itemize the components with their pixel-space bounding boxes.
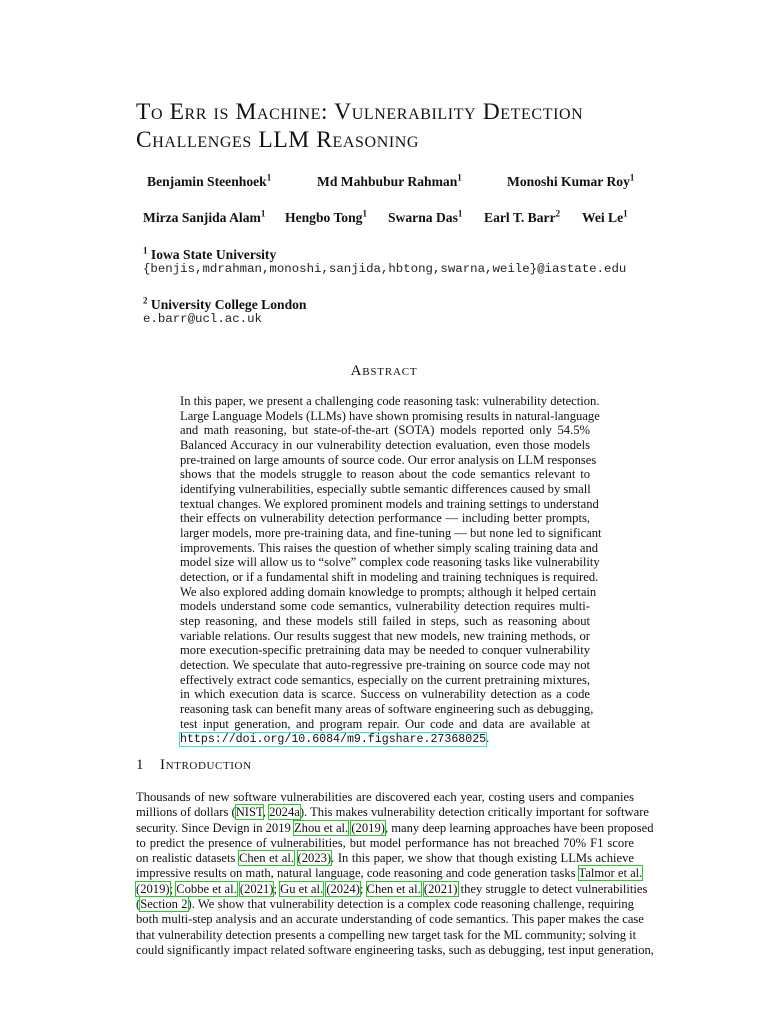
citation-link[interactable]: (2019): [351, 820, 385, 835]
affiliation-1: $^1$ Iowa State University: [143, 245, 277, 262]
abstract-line: pre-trained on large amounts of source code. Our error analysis on LLM responses: [180, 452, 597, 467]
abstract-line: In this paper, we present a challenging code reasoning task: vulnerability detection.: [180, 394, 600, 408]
section-heading: [136, 757, 252, 774]
affiliation-1-email: {benjis,mdrahman,monoshi,sanjida,hbtong,swarna,weile}@iastate.edu: [143, 262, 627, 276]
abstract-line: improvements. This raises the question of whether simply scaling training data and: [180, 540, 599, 555]
abstract-line: shows that the models struggle to reason about the code semantics relevant to: [180, 467, 590, 482]
intro-line: Thousands of new software vulnerabilities are discovered each year, costing users and companies: [136, 790, 634, 804]
abstract-line: in which execution data is scarce. Success on vulnerability detection as a code: [180, 687, 590, 702]
section-title: Introduction: [160, 757, 252, 773]
author-1: Benjamin Steenhoek$^1$: [147, 172, 272, 189]
citation-link[interactable]: (2021): [423, 881, 458, 896]
abstract-line: detection, or if a fundamental shift in modeling and training techniques is required.: [180, 570, 599, 585]
intro-line: security. Since Devign in 2019 Zhou et al. (2019), many deep learning approaches have been proposed: [136, 820, 654, 835]
intro-line: impressive results on math, natural language, code reasoning and code generation tasks Talmor et al.: [136, 866, 643, 881]
citation-link[interactable]: (2023): [297, 851, 332, 866]
abstract-line: reasoning task can benefit many areas of software engineering such as debugging,: [180, 702, 594, 717]
citation-link[interactable]: 2024a: [269, 805, 300, 820]
paper-title: [136, 98, 656, 154]
author-8: Wei Le$^1$: [582, 208, 628, 225]
abstract-line: textual changes. We explored prominent models and training settings to understand: [180, 496, 599, 511]
intro-line: on realistic datasets Chen et al. (2023). In this paper, we show that though existing LLMs achieve: [136, 851, 635, 866]
citation-link[interactable]: Talmor et al.: [578, 866, 643, 881]
intro-line: millions of dollars (NIST, 2024a). This makes vulnerability detection critically important for software: [136, 805, 649, 820]
author-3: Monoshi Kumar Roy$^1$: [507, 172, 635, 189]
section-link[interactable]: Section 2: [140, 897, 188, 912]
intro-paragraph: [136, 790, 654, 958]
intro-line: both multi-step analysis and an accurate understanding of code semantics. This paper makes the case: [136, 912, 644, 927]
intro-line: could significantly impact related software engineering tasks, such as debugging, test input generation,: [136, 942, 654, 957]
abstract-line: Balanced Accuracy in our vulnerability detection evaluation, even those models: [180, 438, 590, 453]
abstract-line: and math reasoning, but state-of-the-art (SOTA) models reported only 54.5%: [180, 423, 590, 438]
author-2: Md Mahbubur Rahman$^1$: [317, 172, 462, 189]
abstract-line: their effects on vulnerability detection performance — including better prompts,: [180, 511, 590, 526]
abstract-line: test input generation, and program repair. Our code and data are available at: [180, 716, 590, 731]
intro-line: that vulnerability detection presents a compelling new target task for the ML community; solving it: [136, 927, 637, 942]
title-line-1: To Err is Machine: Vulnerability Detection: [136, 99, 584, 125]
title-line-2: Challenges LLM Reasoning: [136, 127, 420, 153]
abstract-line: variable relations. Our results suggest that new models, new training methods, or: [180, 628, 590, 643]
abstract-line: larger models, more pre-training data, and fine-tuning — but none led to significant: [180, 526, 602, 541]
intro-line: (Section 2). We show that vulnerability detection is a complex code reasoning challenge, requiring: [136, 897, 634, 912]
citation-link[interactable]: NIST: [235, 805, 263, 820]
citation-link[interactable]: (2021): [239, 881, 274, 896]
citation-link[interactable]: Chen et al.: [366, 881, 421, 896]
citation-link[interactable]: Gu et al.: [280, 881, 324, 896]
figshare-link[interactable]: https://doi.org/10.6084/m9.figshare.27368025: [180, 733, 487, 747]
author-6: Swarna Das$^1$: [388, 208, 463, 225]
abstract-line: effectively extract code semantics, especially on the current pretraining mixtures,: [180, 672, 590, 687]
abstract-line: model size will allow us to “solve” complex code reasoning tasks like vulnerability: [180, 555, 600, 570]
citation-link[interactable]: (2019): [136, 881, 170, 896]
author-5: Hengbo Tong$^1$: [285, 208, 367, 225]
section-number: 1: [136, 757, 145, 773]
citation-link[interactable]: Cobbe et al.: [176, 881, 237, 896]
intro-line: (2019); Cobbe et al. (2021); Gu et al. (2024); Chen et al. (2021) they struggle to detect vulnerabilities: [136, 881, 648, 896]
abstract-body: [180, 394, 602, 748]
affiliation-2-email: e.barr@ucl.ac.uk: [143, 312, 262, 326]
abstract-line: Large Language Models (LLMs) have shown promising results in natural-language: [180, 408, 600, 423]
abstract-line: models understand some code semantics, vulnerability detection requires multi-: [180, 599, 590, 614]
abstract-line: step reasoning, and these models still failed in steps, such as reasoning about: [180, 614, 590, 629]
abstract-line: We also explored adding domain knowledge to prompts; although it helped certain: [180, 584, 597, 599]
citation-link[interactable]: Chen et al.: [238, 851, 294, 866]
citation-link[interactable]: Zhou et al.: [293, 820, 349, 835]
author-4: Mirza Sanjida Alam$^1$: [143, 208, 266, 225]
abstract-heading: Abstract: [350, 363, 418, 379]
affiliation-2: $^2$ University College London: [143, 295, 307, 312]
abstract-line: more execution-specific pretraining data may be needed to conquer vulnerability: [180, 643, 590, 658]
abstract-line: identifying vulnerabilities, especially subtle semantic differences caused by small: [180, 482, 591, 497]
intro-line: to predict the presence of vulnerabilities, but model performance has not breached 70% F1 score: [136, 835, 634, 850]
author-7: Earl T. Barr$^2$: [484, 208, 561, 225]
abstract-link-line: https://doi.org/10.6084/m9.figshare.27368025.: [180, 731, 490, 747]
abstract-line: detection. We speculate that auto-regressive pre-training on source code may not: [180, 658, 590, 673]
citation-link[interactable]: (2024): [326, 881, 360, 896]
